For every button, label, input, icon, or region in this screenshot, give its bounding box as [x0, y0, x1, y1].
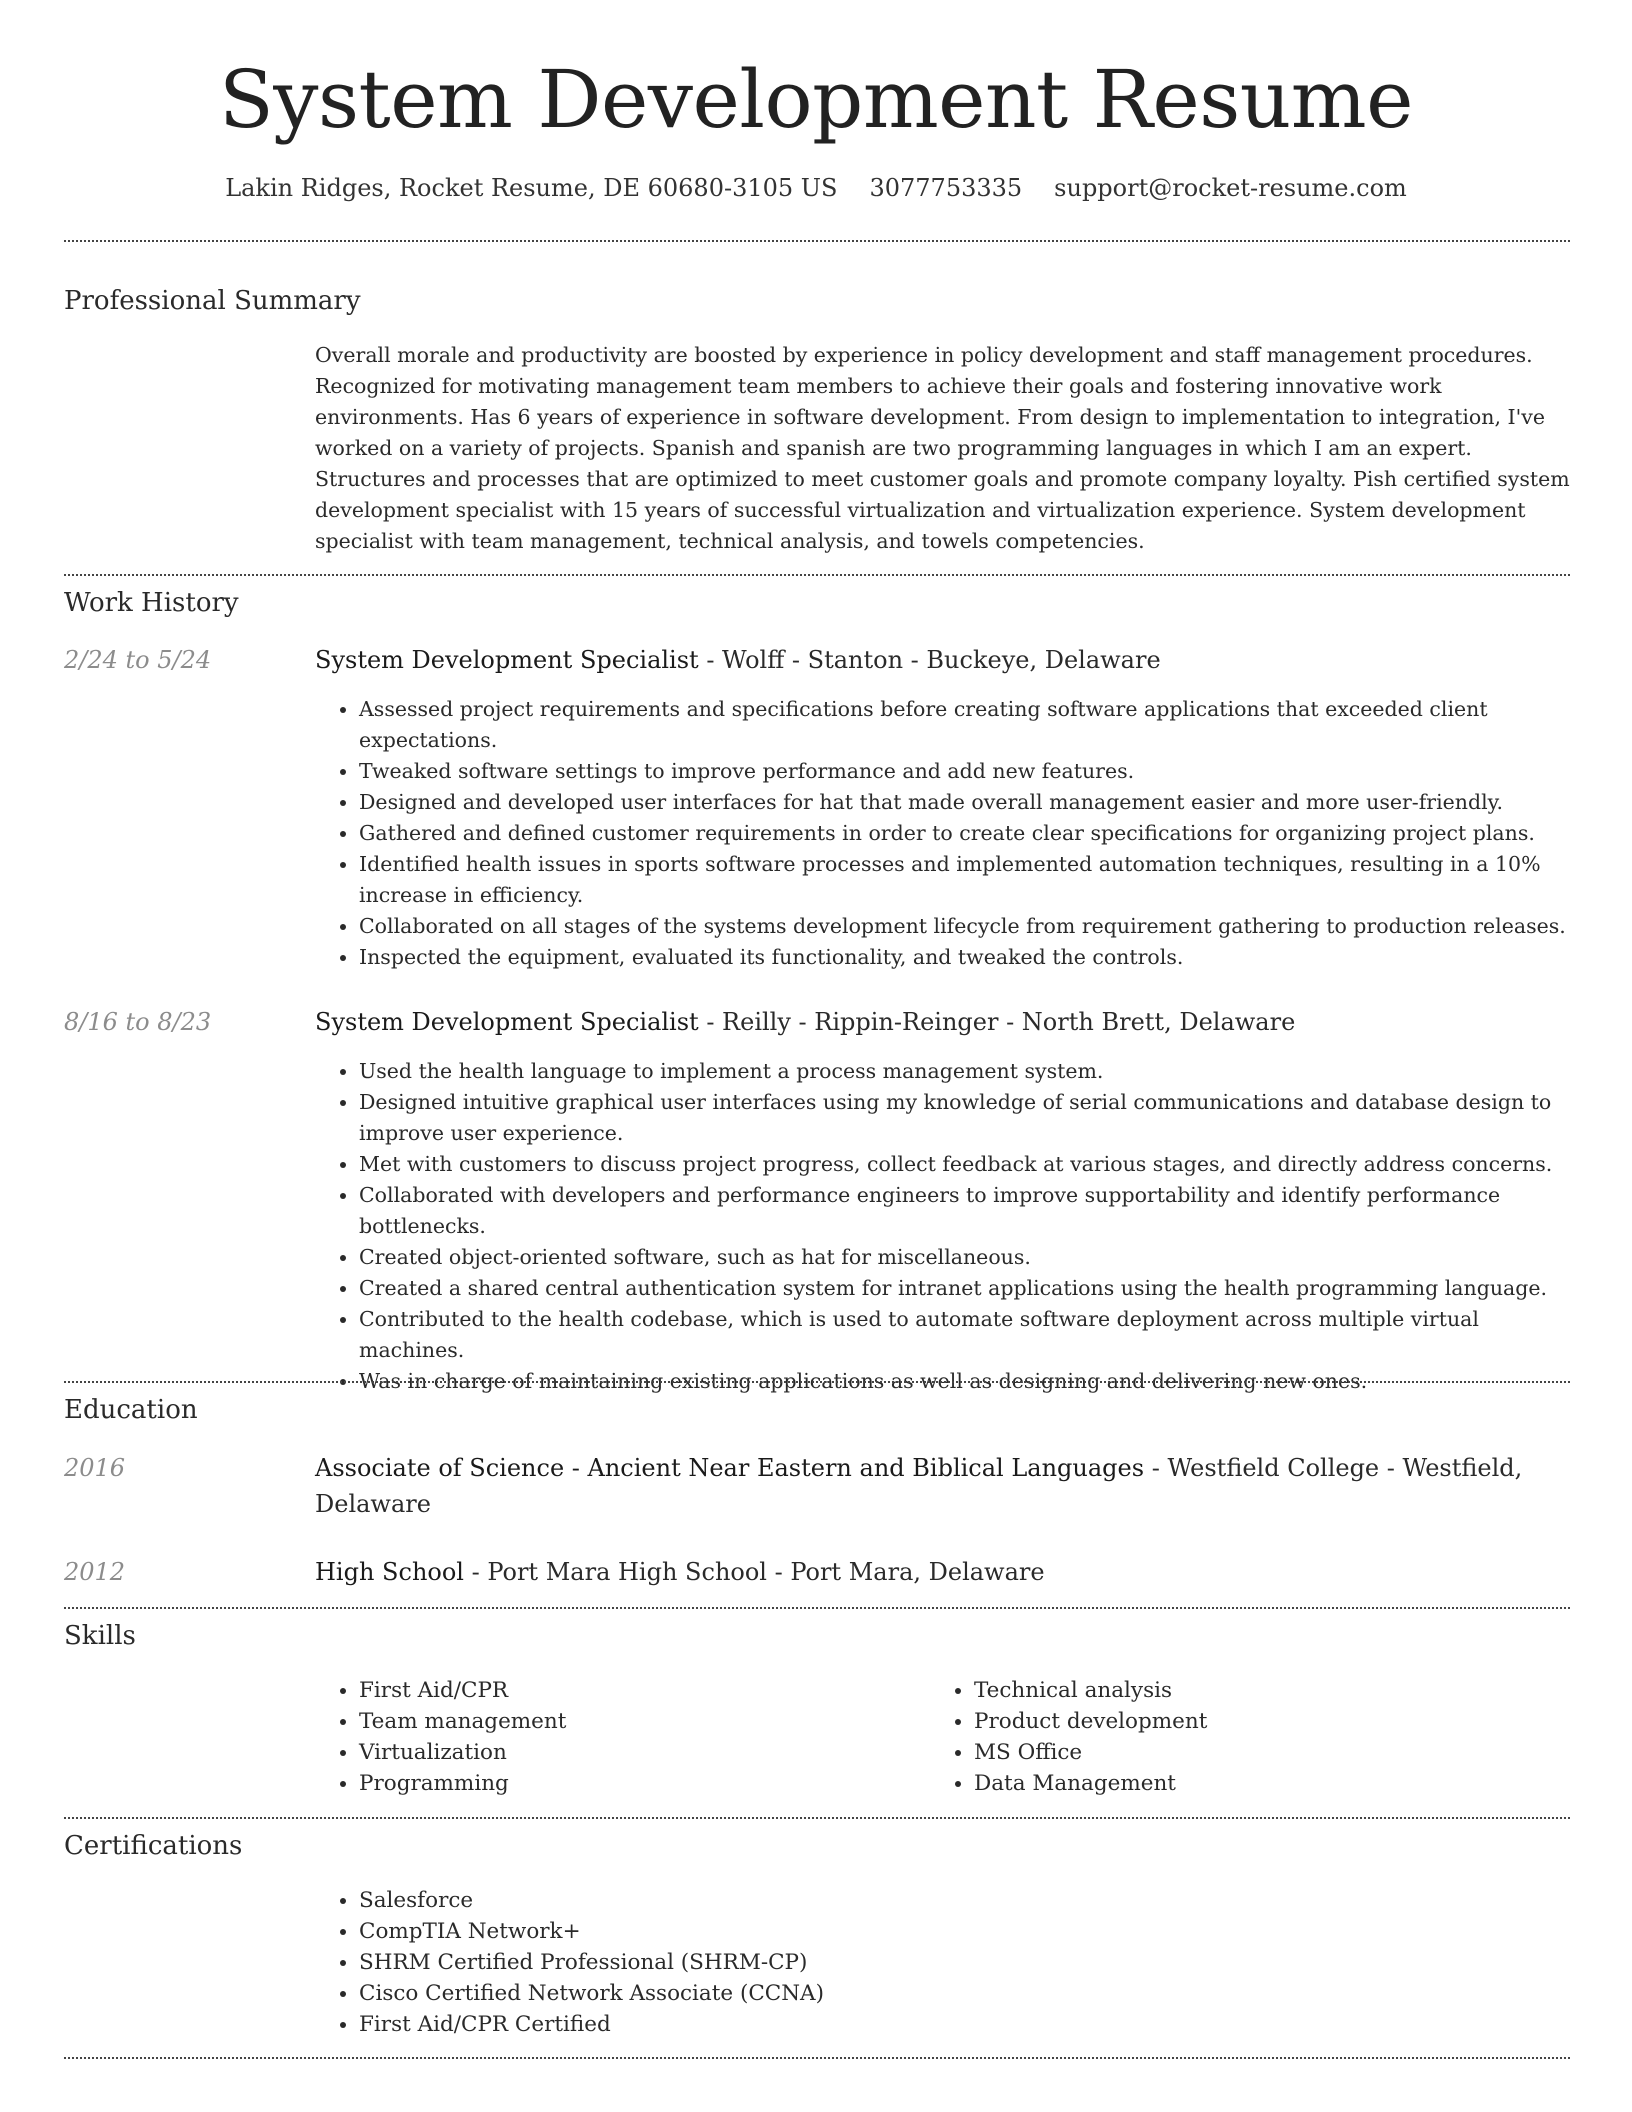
list-item: • Contributed to the health codebase, which is used to automate software deployment across multiple virtual machines. — [359, 1304, 1570, 1366]
section-divider — [64, 1817, 1570, 1819]
list-item: • Identified health issues in sports software processes and implemented automation techniques, resulting in a 10% increase in efficiency. — [359, 849, 1570, 911]
list-item: • Assessed project requirements and specifications before creating software applications that exceeded client expectations. — [359, 694, 1570, 756]
resume-title: System Development Resume — [219, 53, 1413, 146]
job-bullets — [315, 1056, 1570, 1397]
list-item: • Collaborated on all stages of the systems development lifecycle from requirement gathering to production releases. — [359, 911, 1570, 942]
education-year: 2016 — [64, 1454, 126, 1482]
certification-item: • Salesforce — [359, 1885, 1570, 1916]
skills-list-left — [315, 1675, 930, 1799]
job-bullets — [315, 694, 1570, 973]
section-title-summary: Professional Summary — [64, 286, 361, 316]
education-details: - Westfield College - Westfield, Delaware — [315, 1454, 1523, 1518]
certification-item: • CompTIA Network+ — [359, 1916, 1570, 1947]
contact-line — [0, 170, 1632, 206]
list-item: • Gathered and defined customer requirements in order to create clear specifications for organizing project plans. — [359, 818, 1570, 849]
skill-item: • First Aid/CPR — [359, 1675, 930, 1706]
contact-phone: 3077753335 — [869, 174, 1023, 202]
list-item: • Designed intuitive graphical user interfaces using my knowledge of serial communications and database design to improve user experience. — [359, 1087, 1570, 1149]
skill-item: • Technical analysis — [974, 1675, 1570, 1706]
job-title — [315, 642, 1570, 678]
list-item: • Was in charge of maintaining existing applications as well as designing and delivering new ones. — [359, 1366, 1570, 1397]
education-details: - Port Mara High School - Port Mara, Delaware — [463, 1558, 1045, 1586]
job-dates: 8/16 to 8/23 — [64, 1008, 212, 1036]
certification-item: • SHRM Certified Professional (SHRM-CP) — [359, 1947, 1570, 1978]
section-divider — [64, 574, 1570, 576]
skill-item: • Product development — [974, 1706, 1570, 1737]
list-item: • Used the health language to implement a process management system. — [359, 1056, 1570, 1087]
education-entry — [315, 1450, 1570, 1522]
list-item: • Created object-oriented software, such as hat for miscellaneous. — [359, 1242, 1570, 1273]
job-details: - Wolff - Stanton - Buckeye, Delaware — [698, 646, 1161, 674]
list-item: • Collaborated with developers and performance engineers to improve supportability and identify performance bottlenecks. — [359, 1180, 1570, 1242]
skill-item: • MS Office — [974, 1737, 1570, 1768]
job-title — [315, 1004, 1570, 1040]
job-position: System Development Specialist — [315, 1008, 699, 1036]
section-title-work: Work History — [64, 588, 239, 618]
certifications-list — [315, 1885, 1570, 2040]
list-item: • Tweaked software settings to improve performance and add new features. — [359, 756, 1570, 787]
section-title-certifications: Certifications — [64, 1831, 243, 1861]
section-divider — [64, 1381, 1570, 1383]
list-item: • Inspected the equipment, evaluated its functionality, and tweaked the controls. — [359, 942, 1570, 973]
list-item: • Designed and developed user interfaces for hat that made overall management easier and more user-friendly. — [359, 787, 1570, 818]
skill-item: • Programming — [359, 1768, 930, 1799]
section-title-skills: Skills — [64, 1621, 136, 1651]
certification-item: • First Aid/CPR Certified — [359, 2009, 1570, 2040]
list-item: • Created a shared central authentication system for intranet applications using the health programming language. — [359, 1273, 1570, 1304]
skills-list-right — [930, 1675, 1570, 1799]
job-dates: 2/24 to 5/24 — [64, 646, 212, 674]
education-degree: Associate of Science - Ancient Near Eastern and Biblical Languages — [315, 1454, 1145, 1482]
skill-item: • Team management — [359, 1706, 930, 1737]
contact-address: Lakin Ridges, Rocket Resume, DE 60680-3105 US — [225, 174, 838, 202]
section-divider — [64, 1607, 1570, 1609]
education-degree: High School — [315, 1558, 464, 1586]
certification-item: • Cisco Certified Network Associate (CCNA) — [359, 1978, 1570, 2009]
contact-email: support@rocket-resume.com — [1054, 174, 1407, 202]
section-divider — [64, 2057, 1570, 2059]
skill-item: • Virtualization — [359, 1737, 930, 1768]
education-entry — [315, 1554, 1570, 1590]
job-details: - Reilly - Rippin-Reinger - North Brett, Delaware — [698, 1008, 1296, 1036]
skill-item: • Data Management — [974, 1768, 1570, 1799]
education-year: 2012 — [64, 1558, 126, 1586]
summary-text: Overall morale and productivity are boosted by experience in policy development and staff management procedures. Recognized for motivating management team members to achieve their goals and fostering innovative work environments. Has 6 years of experience in software development. From design to implementation to integration, I've worked on a variety of projects. Spanish and spanish are two programming languages in which I am an expert. Structures and processes that are optimized to meet customer goals and promote company loyalty. Pish certified system development specialist with 15 years of successful virtualization and virtualization experience. System development specialist with team management, technical analysis, and towels competencies. — [315, 343, 1570, 553]
section-divider — [64, 240, 1570, 242]
list-item: • Met with customers to discuss project progress, collect feedback at various stages, and directly address concerns. — [359, 1149, 1570, 1180]
job-position: System Development Specialist — [315, 646, 699, 674]
section-title-education: Education — [64, 1395, 198, 1425]
